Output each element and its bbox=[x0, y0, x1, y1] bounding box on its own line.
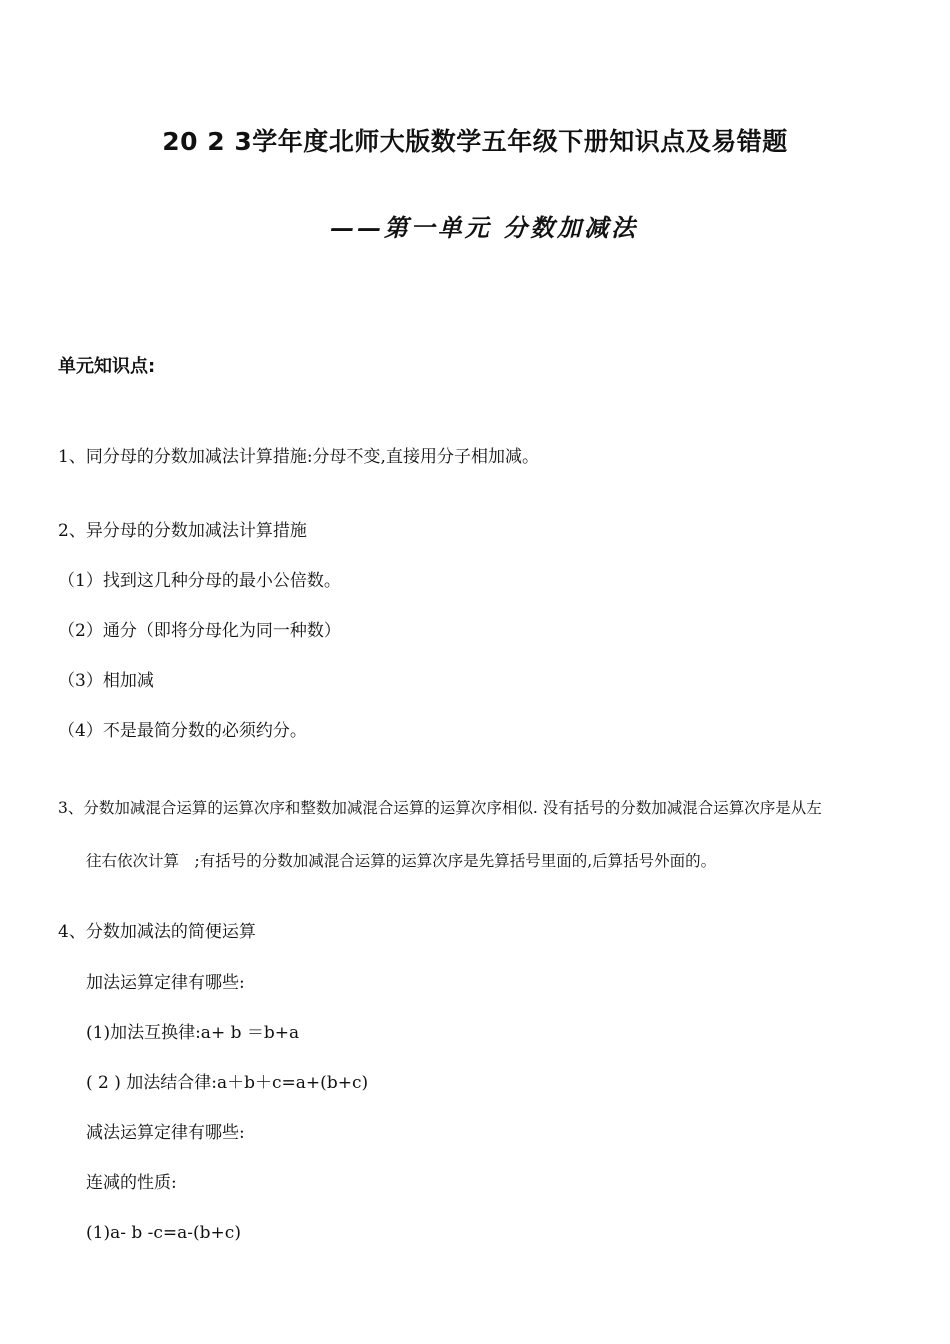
point-2-step-4: （4）不是最简分数的必须约分。 bbox=[58, 721, 307, 741]
addition-commutative-law: (1)加法互换律:a+ b ＝b+a bbox=[86, 1023, 300, 1043]
point-3-line-2: 往右依次计算 ;有括号的分数加减混合运算的运算次序是先算括号里面的,后算括号外面的。 bbox=[86, 852, 717, 870]
subtraction-laws-heading: 减法运算定律有哪些: bbox=[86, 1123, 245, 1143]
addition-laws-heading: 加法运算定律有哪些: bbox=[86, 973, 245, 993]
document-subtitle: ——第一单元 分数加减法 bbox=[329, 213, 639, 242]
point-2-step-1: （1）找到这几种分母的最小公倍数。 bbox=[58, 571, 341, 591]
point-2-step-3: （3）相加减 bbox=[58, 671, 154, 691]
point-2-different-denominator: 2、异分母的分数加减法计算措施 bbox=[58, 521, 307, 541]
point-4-simplified-operations: 4、分数加减法的简便运算 bbox=[58, 922, 256, 942]
section-heading: 单元知识点: bbox=[58, 356, 156, 377]
continuous-subtraction-property: 连减的性质: bbox=[86, 1173, 177, 1193]
point-3-line-1: 3、分数加减混合运算的运算次序和整数加减混合运算的运算次序相似. 没有括号的分数加减混合运算次序是从左 bbox=[58, 799, 822, 817]
addition-associative-law: ( 2 ) 加法结合律:a＋b＋c=a+(b+c) bbox=[86, 1073, 369, 1093]
subtraction-formula-1: (1)a- b -c=a-(b+c) bbox=[86, 1223, 241, 1243]
document-title: 20 2 3学年度北师大版数学五年级下册知识点及易错题 bbox=[162, 127, 788, 156]
point-1-same-denominator: 1、同分母的分数加减法计算措施:分母不变,直接用分子相加减。 bbox=[58, 447, 539, 467]
point-2-step-2: （2）通分（即将分母化为同一种数） bbox=[58, 621, 341, 641]
